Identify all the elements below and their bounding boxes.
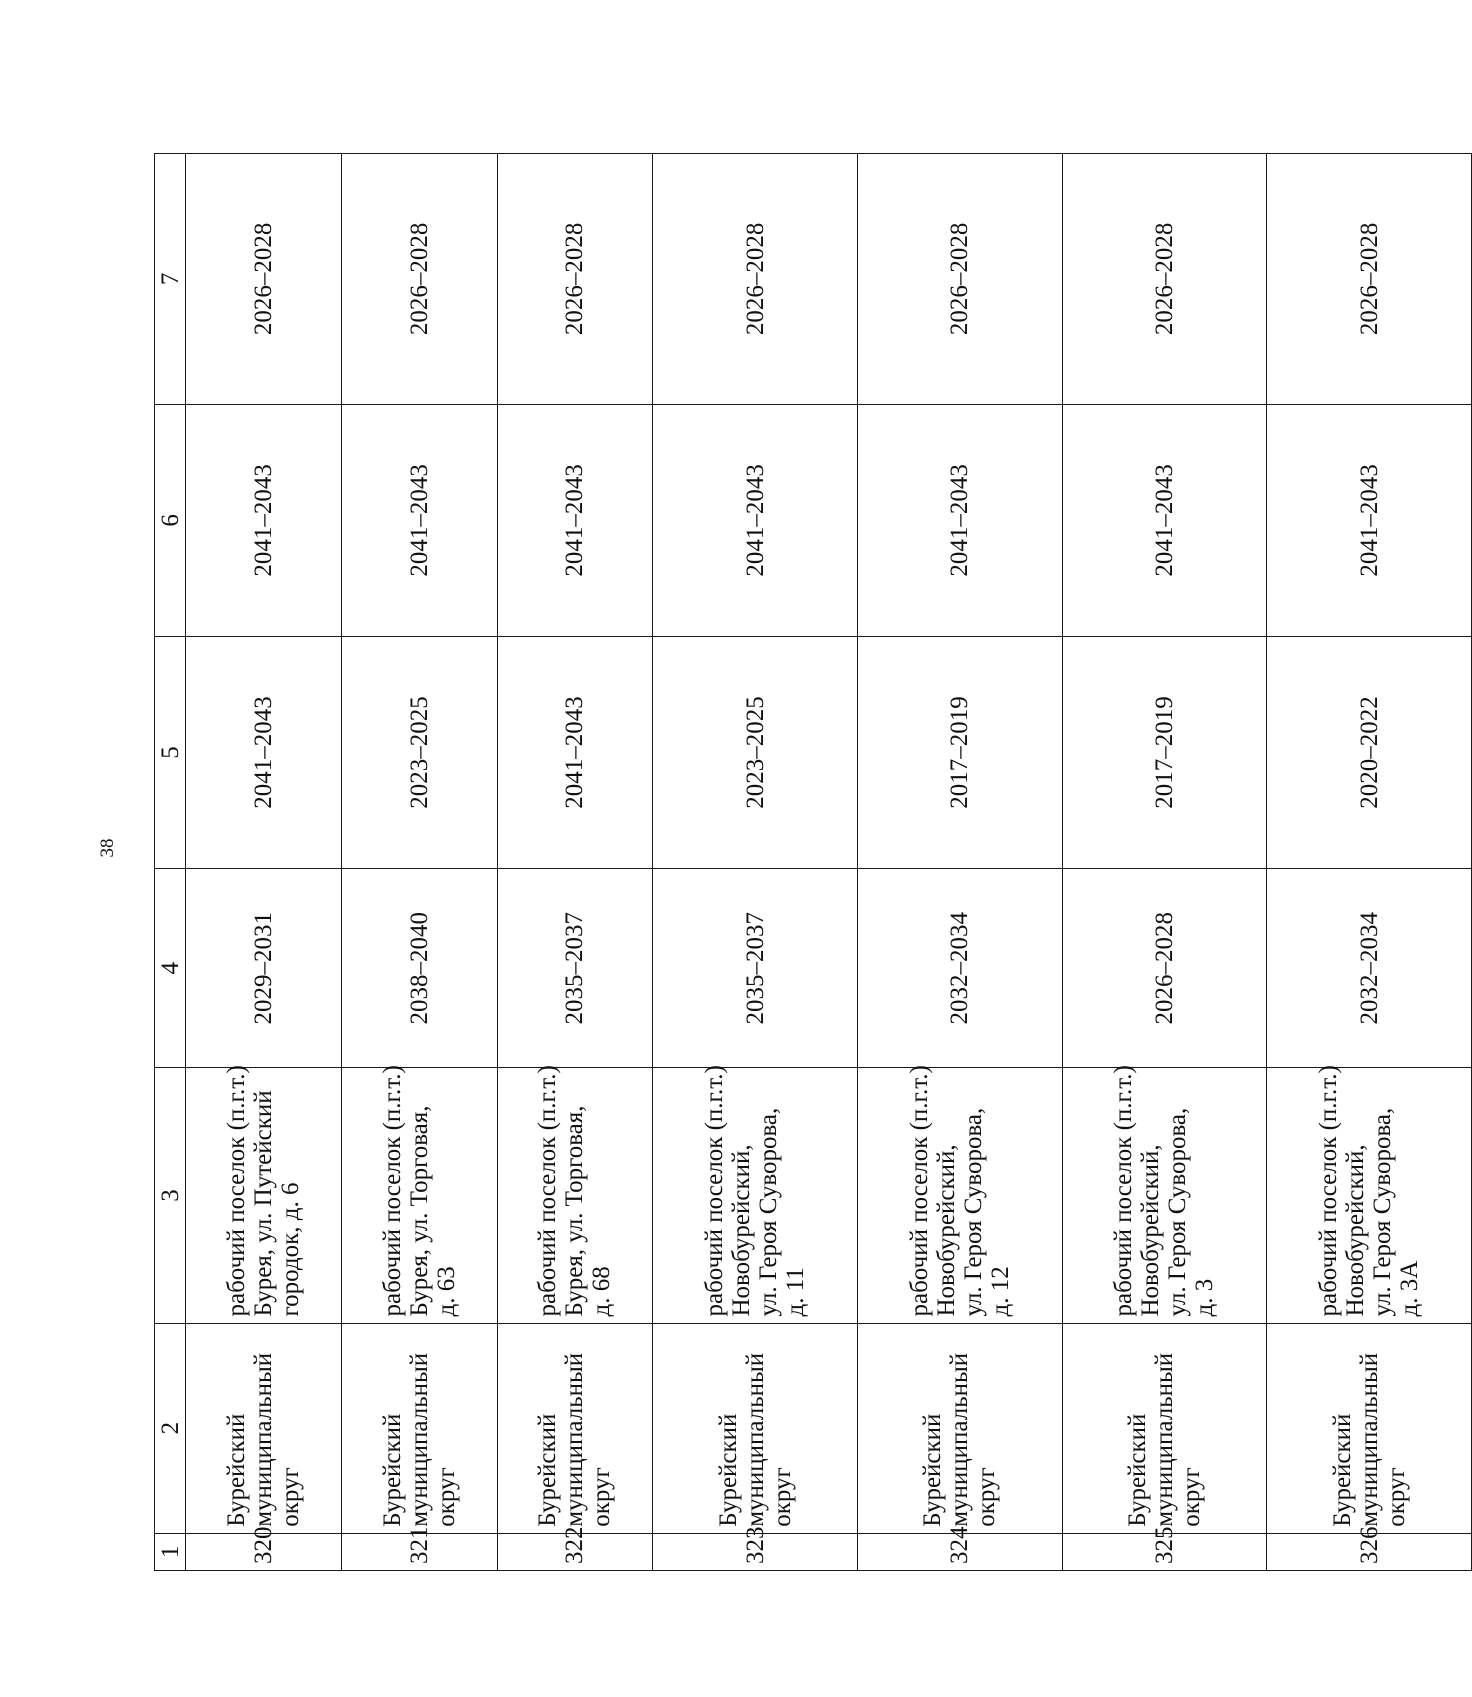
period-col-5: 2023–2025: [653, 636, 858, 868]
address-line: рабочий поселок (п.г.т.): [378, 1065, 406, 1317]
period-col-6: 2041–2043: [653, 404, 858, 636]
district-line: округ: [768, 1467, 796, 1527]
row-number: 323: [653, 1533, 858, 1570]
district-line: муниципальный: [946, 1352, 974, 1527]
address-line: д. 12: [986, 1266, 1014, 1317]
table-row: [186, 154, 342, 1571]
table-row: [1062, 154, 1267, 1571]
district-line: округ: [276, 1467, 304, 1527]
period-col-4: 2035–2037: [653, 869, 858, 1068]
period-col-4: 2032–2034: [857, 869, 1062, 1068]
period-col-6: 2041–2043: [497, 404, 653, 636]
district-line: Бурейский: [534, 1413, 562, 1527]
address-cell: [857, 1065, 1062, 1323]
district-cell: [1267, 1323, 1472, 1533]
address-line: Новобурейский,: [728, 1144, 756, 1317]
address-line: рабочий поселок (п.г.т.): [905, 1065, 933, 1317]
address-line: рабочий поселок (п.г.т.): [222, 1065, 250, 1317]
table-row: [1267, 154, 1472, 1571]
period-col-7: 2026–2028: [857, 154, 1062, 405]
address-cell: [186, 1065, 342, 1323]
header-col-4: 4: [155, 869, 186, 1068]
district-line: Бурейский: [222, 1413, 250, 1527]
table-row: [857, 154, 1062, 1571]
period-col-5: 2017–2019: [857, 636, 1062, 868]
row-number: 325: [1062, 1533, 1267, 1570]
district-line: муниципальный: [561, 1352, 589, 1527]
row-number: 326: [1267, 1533, 1472, 1570]
district-line: Бурейский: [714, 1413, 742, 1527]
period-col-7: 2026–2028: [186, 154, 342, 405]
table-body: [186, 154, 1472, 1571]
row-number: 322: [497, 1533, 653, 1570]
address-line: ул. Героя Суворова,: [755, 1107, 783, 1317]
address-line: ул. Героя Суворова,: [959, 1107, 987, 1317]
row-number: 321: [341, 1533, 497, 1570]
period-col-6: 2041–2043: [186, 404, 342, 636]
period-col-7: 2026–2028: [1267, 154, 1472, 405]
district-cell: [1062, 1323, 1267, 1533]
period-col-6: 2041–2043: [857, 404, 1062, 636]
address-line: ул. Героя Суворова,: [1164, 1107, 1192, 1317]
period-col-7: 2026–2028: [341, 154, 497, 405]
district-line: муниципальный: [1150, 1352, 1178, 1527]
period-col-6: 2041–2043: [341, 404, 497, 636]
row-number: 324: [857, 1533, 1062, 1570]
address-line: городок, д. 6: [276, 1182, 304, 1317]
address-line: Бурея, ул. Путейский: [249, 1090, 277, 1317]
period-col-5: 2023–2025: [341, 636, 497, 868]
district-line: муниципальный: [1355, 1352, 1383, 1527]
period-col-5: 2020–2022: [1267, 636, 1472, 868]
period-col-7: 2026–2028: [1062, 154, 1267, 405]
district-cell: [497, 1323, 653, 1533]
district-line: Бурейский: [1328, 1413, 1356, 1527]
district-line: округ: [432, 1467, 460, 1527]
period-col-4: 2026–2028: [1062, 869, 1267, 1068]
period-col-6: 2041–2043: [1062, 404, 1267, 636]
header-col-5: 5: [155, 636, 186, 868]
period-col-4: 2035–2037: [497, 869, 653, 1068]
address-line: Новобурейский,: [1342, 1144, 1370, 1317]
period-col-5: 2041–2043: [186, 636, 342, 868]
table-row: [341, 154, 497, 1571]
header-col-7: 7: [155, 154, 186, 405]
address-line: рабочий поселок (п.г.т.): [1110, 1065, 1138, 1317]
address-line: д. 11: [782, 1267, 810, 1317]
address-line: рабочий поселок (п.г.т.): [1315, 1065, 1343, 1317]
address-line: Бурея, ул. Торговая,: [561, 1105, 589, 1317]
district-line: муниципальный: [249, 1352, 277, 1527]
period-col-4: 2029–2031: [186, 869, 342, 1068]
period-col-7: 2026–2028: [497, 154, 653, 405]
table-row: [497, 154, 653, 1571]
period-col-7: 2026–2028: [653, 154, 858, 405]
district-cell: [186, 1323, 342, 1533]
district-cell: [341, 1323, 497, 1533]
header-col-2: 2: [155, 1323, 186, 1533]
header-col-3: 3: [155, 1068, 186, 1323]
period-col-6: 2041–2043: [1267, 404, 1472, 636]
header-col-1: 1: [155, 1533, 186, 1570]
district-line: Бурейский: [1123, 1413, 1151, 1527]
district-line: округ: [1382, 1467, 1410, 1527]
table-row: [653, 154, 858, 1571]
address-line: д. 3: [1191, 1278, 1219, 1317]
address-line: рабочий поселок (п.г.т.): [534, 1065, 562, 1317]
address-line: Новобурейский,: [1137, 1144, 1165, 1317]
address-line: д. 68: [588, 1266, 616, 1317]
district-cell: [653, 1323, 858, 1533]
address-cell: [1062, 1065, 1267, 1323]
district-line: муниципальный: [741, 1352, 769, 1527]
address-line: рабочий поселок (п.г.т.): [701, 1065, 729, 1317]
district-line: округ: [1177, 1467, 1205, 1527]
header-col-6: 6: [155, 404, 186, 636]
address-line: д. 63: [432, 1266, 460, 1317]
address-line: ул. Героя Суворова,: [1369, 1107, 1397, 1317]
period-col-5: 2041–2043: [497, 636, 653, 868]
address-cell: [341, 1065, 497, 1323]
period-col-5: 2017–2019: [1062, 636, 1267, 868]
district-line: муниципальный: [405, 1352, 433, 1527]
address-line: Новобурейский,: [932, 1144, 960, 1317]
address-cell: [497, 1065, 653, 1323]
row-number: 320: [186, 1533, 342, 1570]
period-col-4: 2032–2034: [1267, 869, 1472, 1068]
address-cell: [1267, 1065, 1472, 1323]
address-line: Бурея, ул. Торговая,: [405, 1105, 433, 1317]
district-line: Бурейский: [919, 1413, 947, 1527]
address-line: д. 3А: [1396, 1260, 1424, 1317]
district-cell: [857, 1323, 1062, 1533]
period-col-4: 2038–2040: [341, 869, 497, 1068]
district-line: округ: [588, 1467, 616, 1527]
page-number: 38: [97, 838, 118, 858]
housing-schedule-table: [154, 153, 1472, 1571]
district-line: округ: [973, 1467, 1001, 1527]
document-table-rotated: [154, 153, 1472, 1571]
district-line: Бурейский: [378, 1413, 406, 1527]
address-cell: [653, 1065, 858, 1323]
table-header-row: [155, 154, 186, 1571]
